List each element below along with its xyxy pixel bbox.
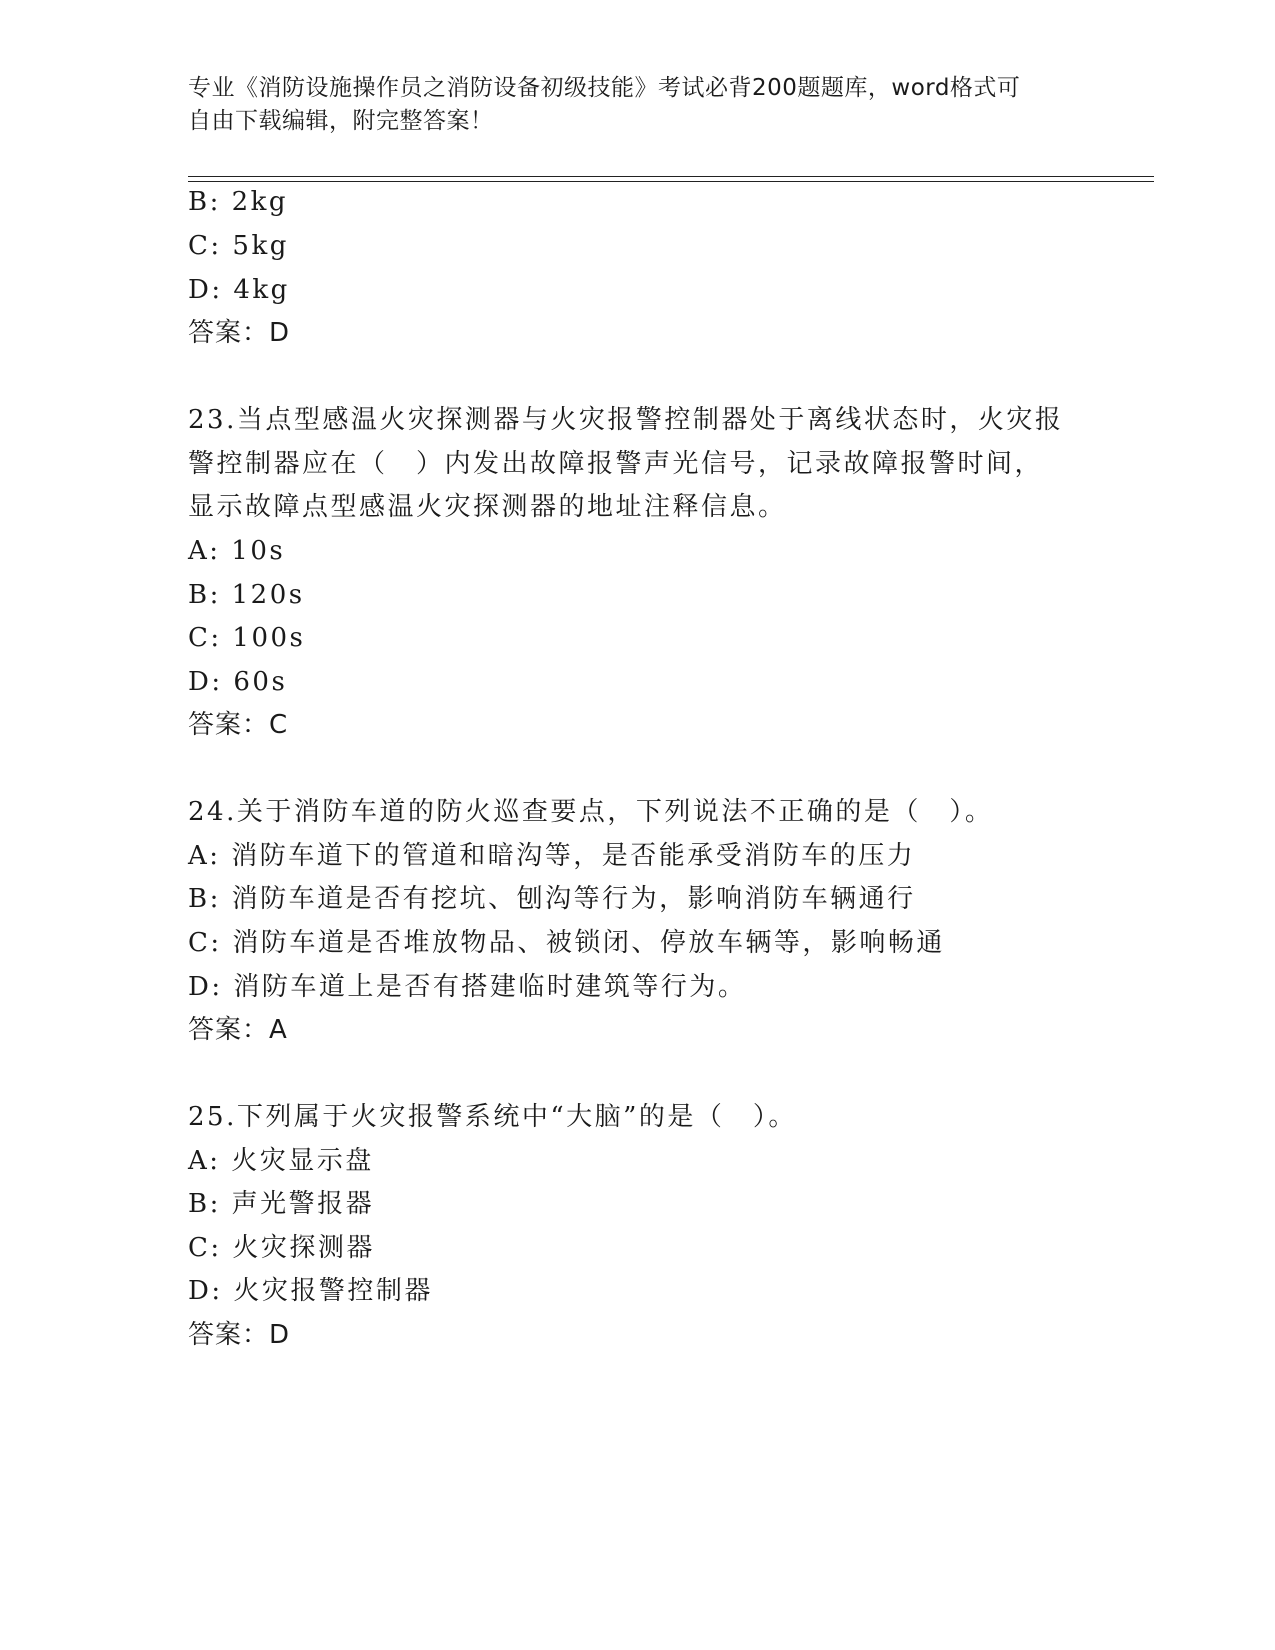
- q23-stem-line-2: 警控制器应在（ ）内发出故障报警声光信号，记录故障报警时间，: [188, 449, 1044, 479]
- q24-option-a: A: 消防车道下的管道和暗沟等，是否能承受消防车的压力: [188, 841, 916, 871]
- q23-option-d: D: 60s: [188, 667, 288, 697]
- q25-option-c: C: 火灾探测器: [188, 1233, 375, 1263]
- header-divider-top: [188, 176, 1154, 177]
- q23-option-c: C: 100s: [188, 623, 306, 653]
- q23-option-a: A: 10s: [188, 536, 286, 566]
- q25-option-d: D: 火灾报警控制器: [188, 1276, 433, 1306]
- header-line-2: 自由下载编辑，附完整答案！: [188, 108, 494, 134]
- q24-answer: 答案：A: [188, 1015, 288, 1045]
- q24-option-b: B: 消防车道是否有挖坑、刨沟等行为，影响消防车辆通行: [188, 884, 916, 914]
- q25-option-b: B: 声光警报器: [188, 1189, 375, 1219]
- document-header: [188, 72, 1088, 138]
- q25-answer: 答案：D: [188, 1320, 291, 1350]
- q25-stem-line-1: 25.下列属于火灾报警系统中“大脑”的是（ ）。: [188, 1102, 797, 1132]
- q25-option-a: A: 火灾显示盘: [188, 1146, 374, 1176]
- header-divider-bottom: [188, 181, 1154, 182]
- prev-option-d: D: 4kg: [188, 275, 290, 305]
- q23-stem-line-1: 23.当点型感温火灾探测器与火灾报警控制器处于离线状态时，火灾报: [188, 405, 1064, 435]
- prev-option-b: B: 2kg: [188, 187, 289, 217]
- q23-stem-line-3: 显示故障点型感温火灾探测器的地址注释信息。: [188, 492, 787, 522]
- q24-option-c: C: 消防车道是否堆放物品、被锁闭、停放车辆等，影响畅通: [188, 928, 945, 958]
- prev-answer: 答案：D: [188, 318, 291, 348]
- q23-option-b: B: 120s: [188, 580, 305, 610]
- q24-option-d: D: 消防车道上是否有搭建临时建筑等行为。: [188, 972, 747, 1002]
- q23-answer: 答案：C: [188, 710, 289, 740]
- header-line-1: 专业《消防设施操作员之消防设备初级技能》考试必背200题题库，word格式可: [188, 75, 1021, 101]
- q24-stem-line-1: 24.关于消防车道的防火巡查要点，下列说法不正确的是（ ）。: [188, 797, 994, 827]
- prev-option-c: C: 5kg: [188, 231, 289, 261]
